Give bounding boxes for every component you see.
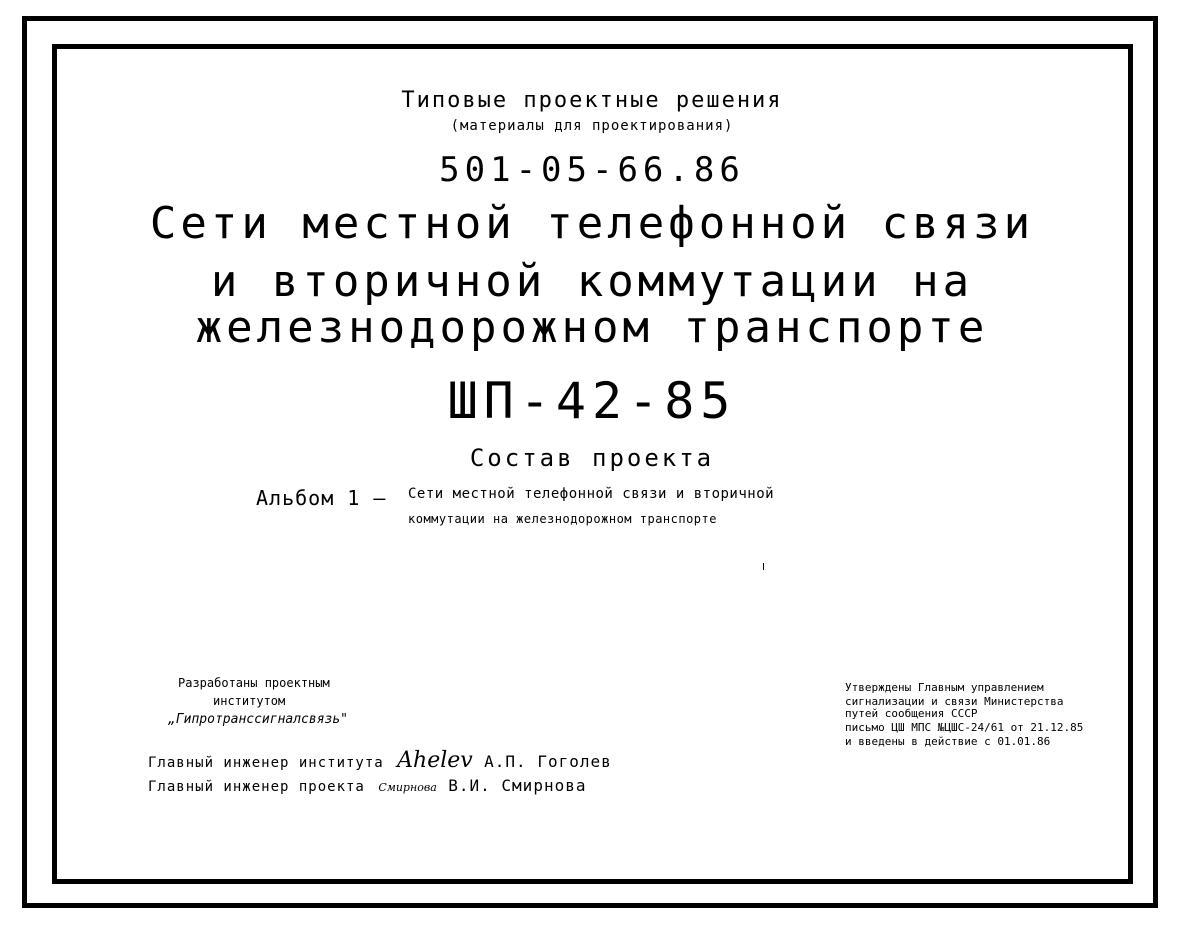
approval-line-4: письмо ЦШ МПС №ЦШС-24/61 от 21.12.85 xyxy=(845,721,1084,734)
chief-engineer-project-signature: Смирнова xyxy=(378,781,437,794)
main-title-line-1: Сети местной телефонной связи xyxy=(149,198,1035,249)
chief-engineer-project-row xyxy=(148,776,586,795)
series-code: 501-05-66.86 xyxy=(439,150,745,190)
album-description-line-2: коммутации на железнодорожном транспорте xyxy=(408,512,717,526)
chief-engineer-institute-name: А.П. Гоголев xyxy=(484,752,612,771)
stray-mark xyxy=(763,563,764,570)
approval-line-2: сигнализации и связи Министерства xyxy=(845,695,1064,708)
developer-line-1: Разработаны проектным xyxy=(178,676,330,690)
album-description-line-1: Сети местной телефонной связи и вторичной xyxy=(408,486,775,502)
developer-institute-name: „Гипротранссигналсвязь" xyxy=(168,712,349,727)
chief-engineer-institute-row xyxy=(148,748,612,773)
approval-line-1: Утверждены Главным управлением xyxy=(845,681,1044,694)
contents-heading: Состав проекта xyxy=(469,444,715,472)
approval-line-3: путей сообщения СССР xyxy=(845,707,978,720)
album-label: Альбом 1 – xyxy=(256,486,387,510)
main-title-line-3: железнодорожном транспорте xyxy=(195,302,989,353)
chief-engineer-project-role: Главный инженер проекта xyxy=(148,779,365,795)
main-title-line-2: и вторичной коммутации на xyxy=(210,256,974,307)
series-subtitle: (материалы для проектирования) xyxy=(450,118,734,134)
chief-engineer-institute-role: Главный инженер института xyxy=(148,755,384,771)
approval-line-5: и введены в действие с 01.01.86 xyxy=(845,735,1051,748)
chief-engineer-institute-signature: Ahelev xyxy=(397,748,473,773)
series-title: Типовые проектные решения xyxy=(401,88,783,113)
chief-engineer-project-name: В.И. Смирнова xyxy=(448,776,587,795)
developer-line-2: институтом xyxy=(213,694,286,708)
project-code: ШП-42-85 xyxy=(447,372,737,430)
